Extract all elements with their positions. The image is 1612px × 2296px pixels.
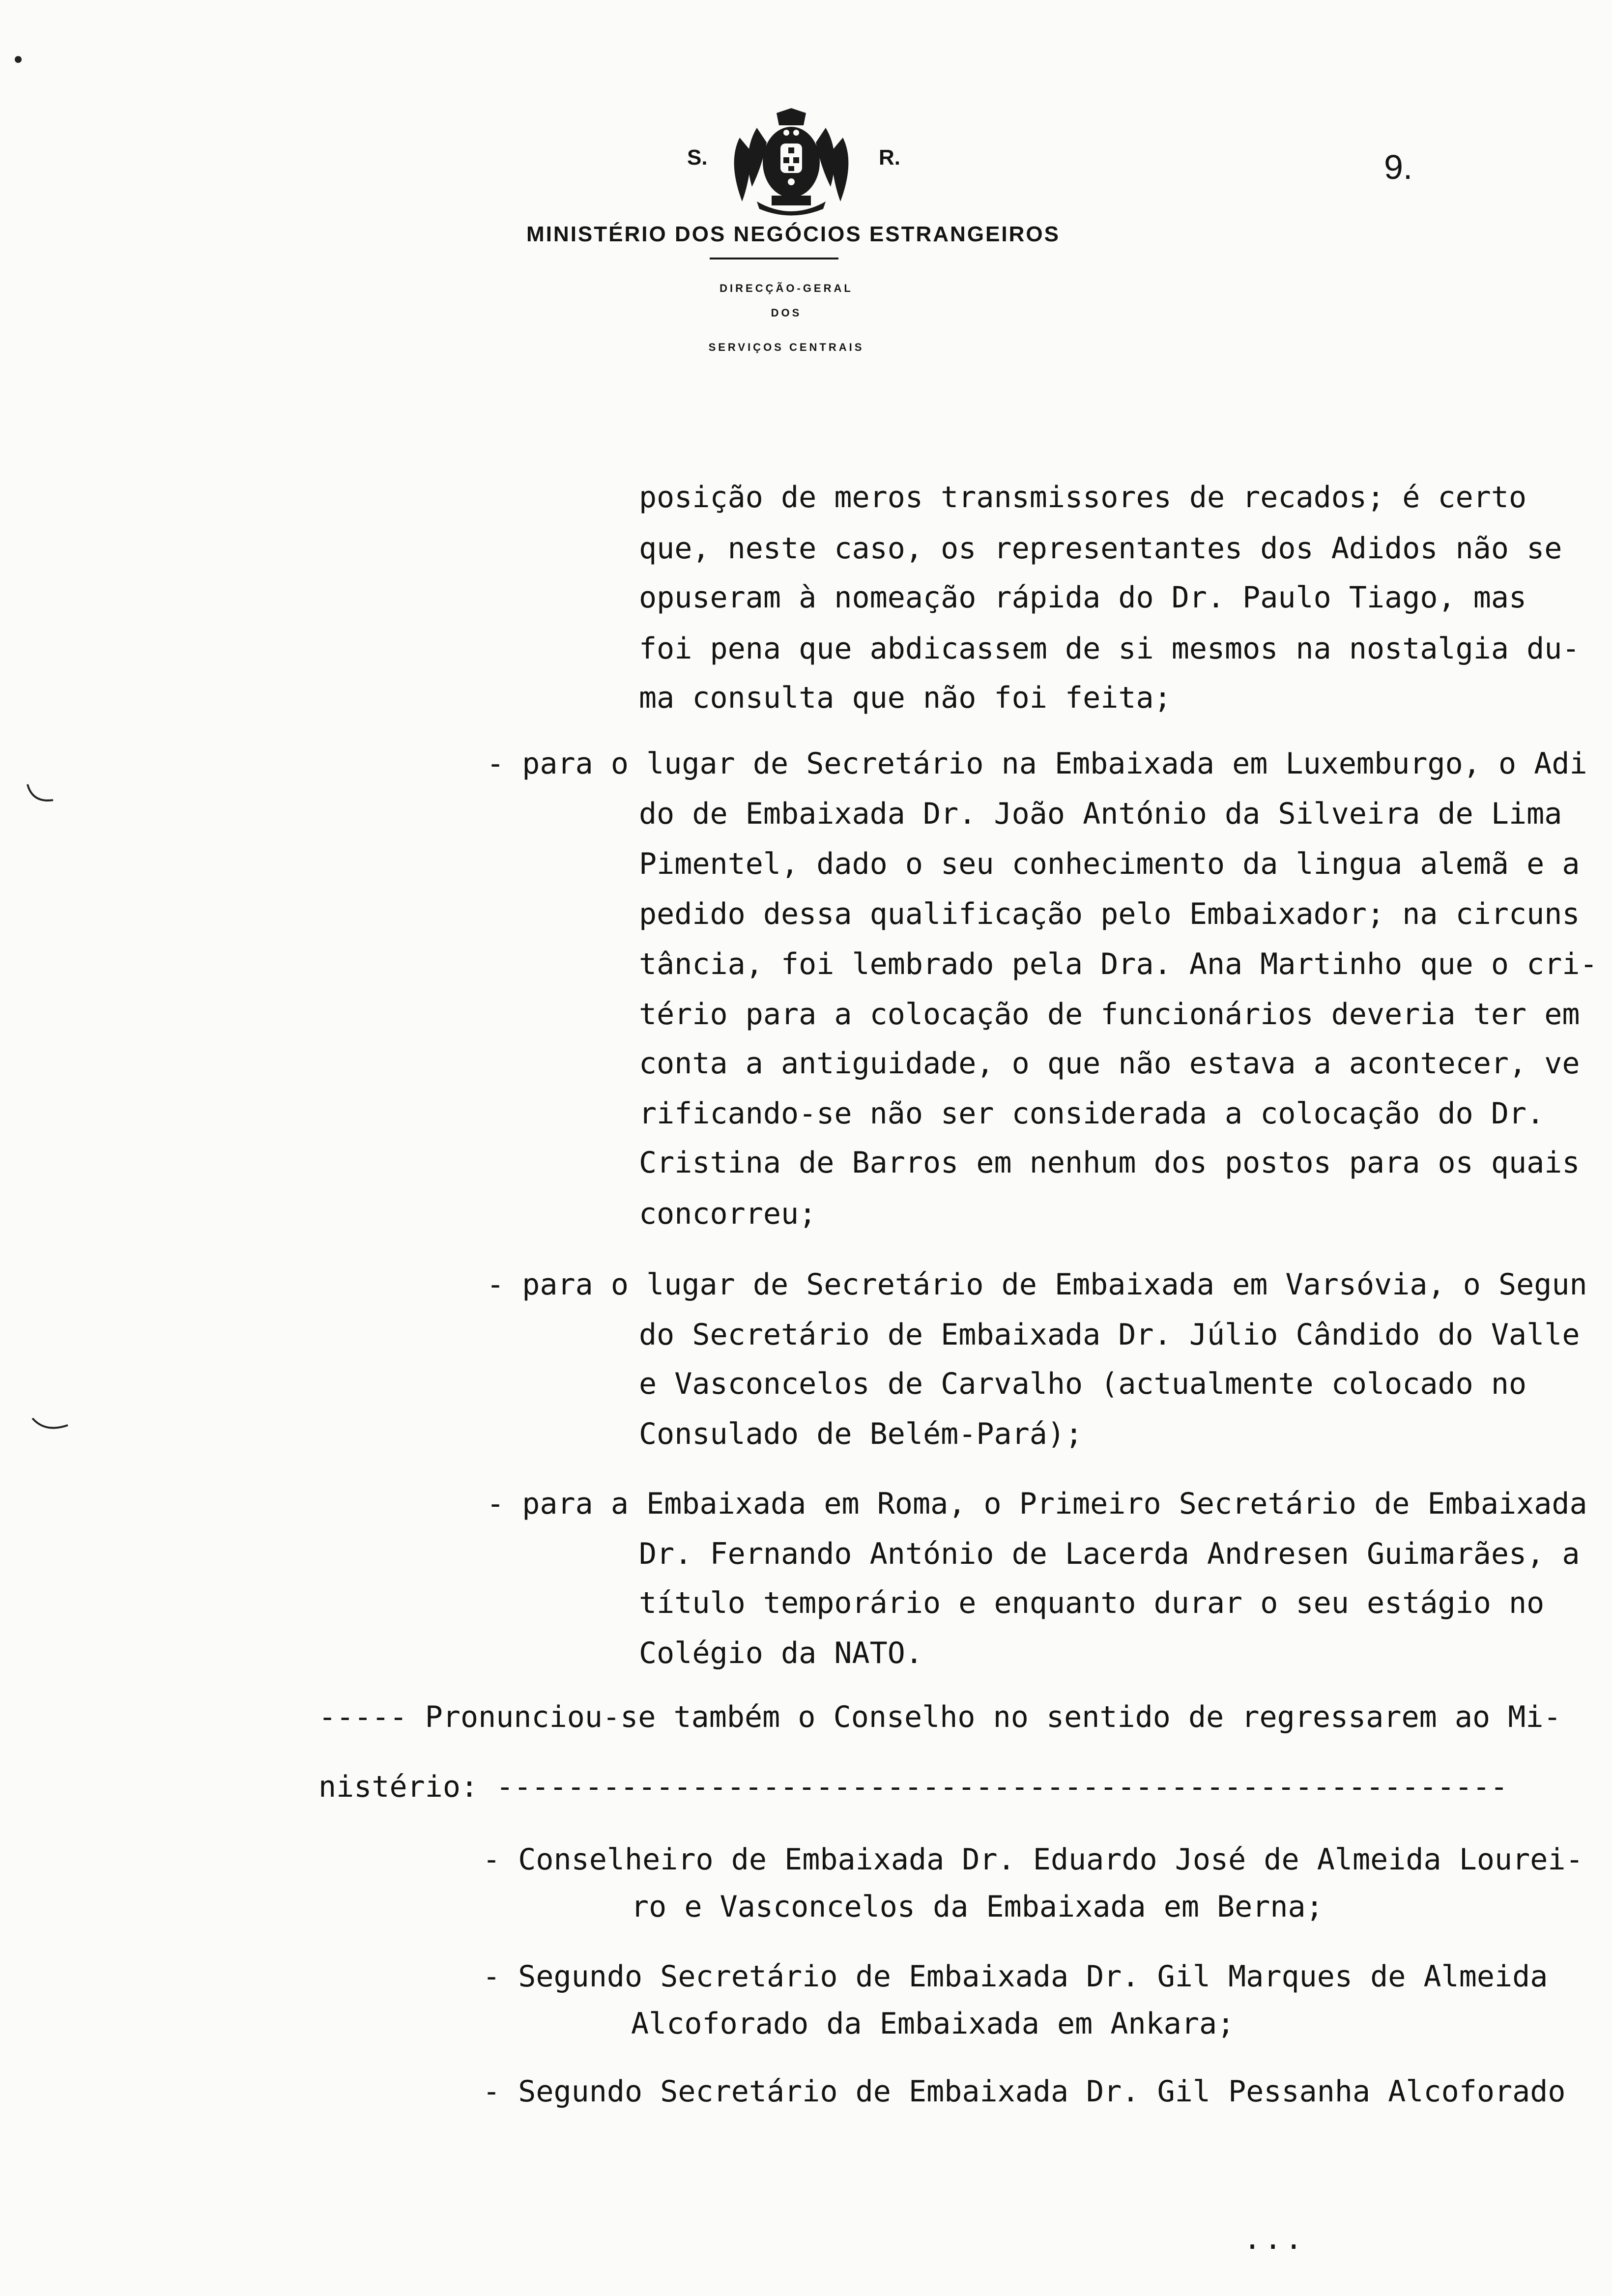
bullet-first-line: - Conselheiro de Embaixada Dr. Eduardo José de Almeida Lourei- bbox=[483, 1842, 1583, 1877]
text-line: tério para a colocação de funcionários deveria ter em bbox=[639, 997, 1580, 1032]
letterhead-right-letter: R. bbox=[879, 145, 900, 170]
text-line: ma consulta que não foi feita; bbox=[639, 681, 1172, 715]
bullet-first-line: - Segundo Secretário de Embaixada Dr. Gil Marques de Almeida bbox=[483, 1959, 1548, 1994]
department-line-3: SERVIÇOS CENTRAIS bbox=[708, 341, 864, 353]
margin-dot bbox=[15, 56, 22, 63]
department-line-1: DIRECÇÃO-GERAL bbox=[720, 282, 853, 294]
text-line: concorreu; bbox=[639, 1197, 817, 1231]
text-line: do de Embaixada Dr. João António da Silveira de Lima bbox=[639, 797, 1562, 831]
text-line: foi pena que abdicassem de si mesmos na nostalgia du- bbox=[639, 631, 1580, 666]
text-line: Pimentel, dado o seu conhecimento da lingua alemã e a bbox=[639, 847, 1580, 881]
margin-curve-mark bbox=[26, 781, 55, 806]
text-line: ro e Vasconcelos da Embaixada em Berna; bbox=[631, 1890, 1324, 1924]
text-line: Consulado de Belém-Pará); bbox=[639, 1417, 1083, 1451]
letterhead-left-letter: S. bbox=[687, 145, 708, 170]
text-line: ----- Pronunciou-se também o Conselho no sentido de regressarem ao Mi- bbox=[318, 1700, 1561, 1734]
text-line: do Secretário de Embaixada Dr. Júlio Cândido do Valle bbox=[639, 1318, 1580, 1352]
bullet-first-line: - para a Embaixada em Roma, o Primeiro Secretário de Embaixada bbox=[487, 1487, 1587, 1521]
bullet-first-line: - para o lugar de Secretário de Embaixada em Varsóvia, o Segun bbox=[487, 1267, 1587, 1302]
text-line: que, neste caso, os representantes dos Adidos não se bbox=[639, 531, 1562, 566]
ministry-name: MINISTÉRIO DOS NEGÓCIOS ESTRANGEIROS bbox=[526, 222, 1060, 246]
bullet-first-line: - Segundo Secretário de Embaixada Dr. Gil Pessanha Alcoforado bbox=[483, 2074, 1566, 2109]
text-line: título temporário e enquanto durar o seu estágio no bbox=[639, 1586, 1545, 1620]
margin-curve-mark bbox=[30, 1415, 70, 1435]
bullet-first-line: - para o lugar de Secretário na Embaixada em Luxemburgo, o Adi bbox=[487, 746, 1587, 781]
text-line: e Vasconcelos de Carvalho (actualmente colocado no bbox=[639, 1367, 1527, 1401]
text-line: Cristina de Barros em nenhum dos postos para os quais bbox=[639, 1146, 1580, 1180]
text-line: Dr. Fernando António de Lacerda Andresen Guimarães, a bbox=[639, 1537, 1580, 1571]
text-line: conta a antiguidade, o que não estava a acontecer, ve bbox=[639, 1046, 1580, 1081]
portuguese-coat-of-arms-icon bbox=[722, 108, 860, 216]
letterhead-divider bbox=[710, 258, 838, 259]
text-line: nistério: --------------------------------------------------------- bbox=[318, 1770, 1508, 1804]
text-line: posição de meros transmissores de recados; é certo bbox=[639, 480, 1527, 515]
department-line-2: DOS bbox=[771, 307, 802, 319]
text-line: rificando-se não ser considerada a colocação do Dr. bbox=[639, 1096, 1545, 1131]
page-number: 9. bbox=[1384, 148, 1413, 186]
text-line: Colégio da NATO. bbox=[639, 1636, 923, 1670]
text-line: opuseram à nomeação rápida do Dr. Paulo Tiago, mas bbox=[639, 580, 1527, 615]
text-line: pedido dessa qualificação pelo Embaixador; na circuns bbox=[639, 897, 1580, 931]
text-line: tância, foi lembrado pela Dra. Ana Martinho que o cri- bbox=[639, 947, 1598, 981]
continuation-mark: ... bbox=[1243, 2222, 1306, 2256]
text-line: Alcoforado da Embaixada em Ankara; bbox=[631, 2007, 1235, 2041]
